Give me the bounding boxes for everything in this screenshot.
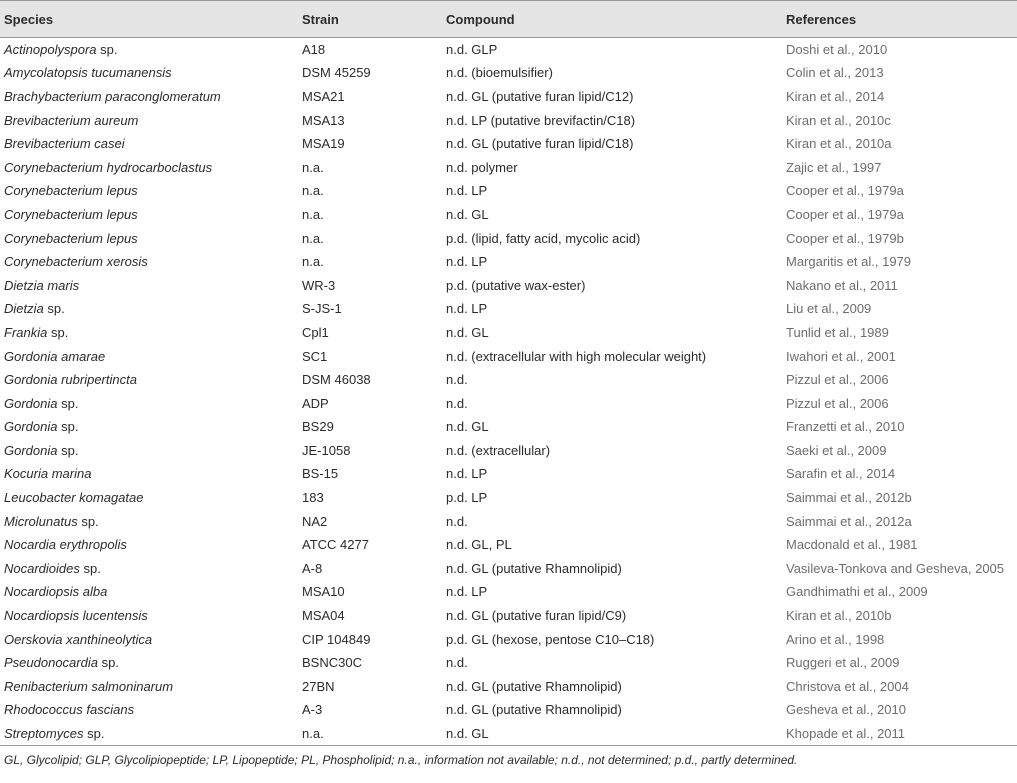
species-name: Pseudonocardia <box>4 655 98 671</box>
species-name: Brevibacterium casei <box>4 136 125 152</box>
table-row <box>0 722 1017 746</box>
table-body <box>0 38 1017 746</box>
strain-cell: JE-1058 <box>302 442 351 458</box>
header-compound: Compound <box>446 11 515 27</box>
species-suffix: sp. <box>96 42 118 58</box>
species-cell <box>0 155 298 179</box>
reference-cell: Khopade et al., 2011 <box>786 726 906 742</box>
table-row <box>0 132 1017 156</box>
compound-cell: n.d. GLP <box>446 42 498 58</box>
strain-cell: MSA10 <box>302 584 345 600</box>
strain-cell: A18 <box>302 42 326 58</box>
header-references: References <box>786 11 857 27</box>
species-name: Corynebacterium xerosis <box>4 254 148 270</box>
reference-cell: Iwahori et al., 2001 <box>786 348 896 364</box>
species-cell <box>0 250 298 274</box>
species-cell <box>0 604 298 628</box>
reference-cell: Colin et al., 2013 <box>786 65 884 81</box>
strain-cell: SC1 <box>302 348 328 364</box>
species-cell <box>0 533 298 557</box>
species-name: Nocardia erythropolis <box>4 537 127 553</box>
strain-cell: WR-3 <box>302 277 336 293</box>
species-cell <box>0 273 298 297</box>
strain-cell: MSA04 <box>302 608 345 624</box>
compound-cell: n.d. GL, PL <box>446 537 512 553</box>
strain-cell: ATCC 4277 <box>302 537 369 553</box>
species-name: Brachybacterium paraconglomeratum <box>4 88 221 104</box>
table-row <box>0 627 1017 651</box>
table-row <box>0 604 1017 628</box>
species-suffix: sp. <box>47 324 69 340</box>
table-row <box>0 462 1017 486</box>
species-suffix: sp. <box>57 395 79 411</box>
reference-cell: Margaritis et al., 1979 <box>786 254 912 270</box>
table-row <box>0 509 1017 533</box>
species-suffix: sp. <box>83 726 105 742</box>
species-name: Gordonia <box>4 395 58 411</box>
compound-cell: n.d. GL <box>446 324 489 340</box>
table-footnote: GL, Glycolipid; GLP, Glycolipiopeptide; LP, Lipopeptide; PL, Phospholipid; n.a., information not available; n.d., not determined; p.d., partly determined. <box>4 753 798 768</box>
species-cell <box>0 627 298 651</box>
species-name: Corynebacterium lepus <box>4 206 138 222</box>
reference-cell: Gesheva et al., 2010 <box>786 702 906 718</box>
strain-cell: Cpl1 <box>302 324 329 340</box>
reference-cell: Ruggeri et al., 2009 <box>786 655 900 671</box>
species-name: Gordonia <box>4 419 58 435</box>
reference-cell: Kiran et al., 2014 <box>786 88 885 104</box>
compound-cell: p.d. (lipid, fatty acid, mycolic acid) <box>446 230 641 246</box>
table-row <box>0 533 1017 557</box>
table-row <box>0 675 1017 699</box>
compound-cell: n.d. (extracellular) <box>446 442 551 458</box>
compound-cell: n.d. <box>446 372 468 388</box>
strain-cell: MSA13 <box>302 112 345 128</box>
species-name: Kocuria marina <box>4 466 92 482</box>
compound-cell: n.d. GL <box>446 726 489 742</box>
strain-cell: n.a. <box>302 183 324 199</box>
species-name: Corynebacterium lepus <box>4 183 138 199</box>
species-name: Microlunatus <box>4 513 78 529</box>
table-row <box>0 486 1017 510</box>
reference-cell: Nakano et al., 2011 <box>786 277 898 293</box>
species-name: Frankia <box>4 324 48 340</box>
species-cell <box>0 722 298 746</box>
species-cell <box>0 321 298 345</box>
strain-cell: BS-15 <box>302 466 339 482</box>
table-row <box>0 344 1017 368</box>
species-suffix: sp. <box>97 655 119 671</box>
compound-cell: n.d. GL (putative furan lipid/C12) <box>446 88 634 104</box>
strain-cell: BS29 <box>302 419 334 435</box>
reference-cell: Vasileva-Tonkova and Gesheva, 2005 <box>786 560 1005 576</box>
strain-cell: n.a. <box>302 254 324 270</box>
species-name: Nocardiopsis alba <box>4 584 108 600</box>
table-row <box>0 391 1017 415</box>
compound-cell: n.d. <box>446 513 468 529</box>
reference-cell: Christova et al., 2004 <box>786 678 909 694</box>
species-name: Oerskovia xanthineolytica <box>4 631 153 647</box>
species-cell <box>0 368 298 392</box>
compound-cell: n.d. LP <box>446 584 488 600</box>
species-suffix: sp. <box>57 442 79 458</box>
strain-cell: DSM 46038 <box>302 372 371 388</box>
species-cell <box>0 85 298 109</box>
strain-cell: NA2 <box>302 513 328 529</box>
species-name: Streptomyces <box>4 726 84 742</box>
table-row <box>0 155 1017 179</box>
species-name: Amycolatopsis tucumanensis <box>4 65 172 81</box>
reference-cell: Zajic et al., 1997 <box>786 159 882 175</box>
species-name: Corynebacterium lepus <box>4 230 138 246</box>
compound-cell: n.d. LP <box>446 301 488 317</box>
compound-cell: n.d. (extracellular with high molecular weight) <box>446 348 707 364</box>
strain-cell: n.a. <box>302 159 324 175</box>
strain-cell: MSA21 <box>302 88 345 104</box>
species-cell <box>0 203 298 227</box>
species-cell <box>0 108 298 132</box>
compound-cell: p.d. (putative wax-ester) <box>446 277 586 293</box>
strain-cell: ADP <box>302 395 329 411</box>
compound-cell: n.d. LP <box>446 183 488 199</box>
species-cell <box>0 462 298 486</box>
compound-cell: n.d. GL (putative Rhamnolipid) <box>446 702 622 718</box>
reference-cell: Pizzul et al., 2006 <box>786 395 889 411</box>
reference-cell: Sarafin et al., 2014 <box>786 466 896 482</box>
species-cell <box>0 415 298 439</box>
reference-cell: Cooper et al., 1979b <box>786 230 904 246</box>
compound-cell: n.d. GL <box>446 206 489 222</box>
reference-cell: Kiran et al., 2010c <box>786 112 891 128</box>
reference-cell: Cooper et al., 1979a <box>786 206 904 222</box>
table-row <box>0 226 1017 250</box>
reference-cell: Tunlid et al., 1989 <box>786 324 889 340</box>
header-strain: Strain <box>302 11 339 27</box>
reference-cell: Saeki et al., 2009 <box>786 442 887 458</box>
reference-cell: Macdonald et al., 1981 <box>786 537 918 553</box>
table-row <box>0 108 1017 132</box>
compound-cell: p.d. LP <box>446 490 488 506</box>
compound-cell: n.d. GL (putative Rhamnolipid) <box>446 678 622 694</box>
header-row <box>0 1 1017 38</box>
table-row <box>0 321 1017 345</box>
reference-cell: Saimmai et al., 2012a <box>786 513 912 529</box>
table-row <box>0 368 1017 392</box>
strain-cell: BSNC30C <box>302 655 362 671</box>
species-cell <box>0 297 298 321</box>
table-row <box>0 273 1017 297</box>
compound-cell: n.d. <box>446 395 468 411</box>
table-row <box>0 297 1017 321</box>
species-cell <box>0 61 298 85</box>
compound-cell: n.d. LP <box>446 254 488 270</box>
species-name: Gordonia <box>4 442 58 458</box>
table-row <box>0 415 1017 439</box>
strain-cell: S-JS-1 <box>302 301 342 317</box>
table-header <box>0 1 1017 38</box>
strain-cell: n.a. <box>302 230 324 246</box>
strain-cell: A-3 <box>302 702 323 718</box>
table-row <box>0 651 1017 675</box>
reference-cell: Saimmai et al., 2012b <box>786 490 912 506</box>
species-cell <box>0 580 298 604</box>
compound-cell: n.d. polymer <box>446 159 518 175</box>
table-row <box>0 61 1017 85</box>
species-suffix: sp. <box>43 301 65 317</box>
species-name: Nocardioides <box>4 560 80 576</box>
compound-cell: n.d. LP (putative brevifactin/C18) <box>446 112 636 128</box>
species-name: Dietzia <box>4 301 44 317</box>
table-row <box>0 85 1017 109</box>
reference-cell: Kiran et al., 2010b <box>786 608 892 624</box>
species-cell <box>0 557 298 581</box>
species-suffix: sp. <box>77 513 99 529</box>
reference-cell: Liu et al., 2009 <box>786 301 872 317</box>
species-name: Corynebacterium hydrocarboclastus <box>4 159 213 175</box>
species-cell <box>0 439 298 463</box>
species-cell <box>0 226 298 250</box>
strain-cell: 183 <box>302 490 324 506</box>
species-cell <box>0 651 298 675</box>
compound-cell: n.d. GL (putative furan lipid/C18) <box>446 136 634 152</box>
reference-cell: Pizzul et al., 2006 <box>786 372 889 388</box>
strain-cell: MSA19 <box>302 136 345 152</box>
species-name: Dietzia maris <box>4 277 80 293</box>
compound-cell: n.d. (bioemulsifier) <box>446 65 553 81</box>
table-row <box>0 179 1017 203</box>
species-cell <box>0 698 298 722</box>
table-row <box>0 698 1017 722</box>
species-suffix: sp. <box>57 419 79 435</box>
table-row <box>0 250 1017 274</box>
compound-cell: n.d. GL (putative Rhamnolipid) <box>446 560 622 576</box>
species-cell <box>0 391 298 415</box>
strain-cell: n.a. <box>302 726 324 742</box>
table-row <box>0 580 1017 604</box>
strain-cell: A-8 <box>302 560 323 576</box>
species-name: Gordonia amarae <box>4 348 106 364</box>
species-name: Nocardiopsis lucentensis <box>4 608 148 624</box>
species-cell <box>0 38 298 62</box>
table-row <box>0 203 1017 227</box>
species-name: Actinopolyspora <box>4 42 97 58</box>
species-name: Leucobacter komagatae <box>4 490 144 506</box>
compound-cell: n.d. GL (putative furan lipid/C9) <box>446 608 627 624</box>
species-name: Rhodococcus fascians <box>4 702 135 718</box>
strain-cell: DSM 45259 <box>302 65 371 81</box>
species-cell <box>0 132 298 156</box>
table-row <box>0 38 1017 62</box>
table-row <box>0 439 1017 463</box>
reference-cell: Doshi et al., 2010 <box>786 42 888 58</box>
reference-cell: Cooper et al., 1979a <box>786 183 904 199</box>
species-cell <box>0 675 298 699</box>
header-species: Species <box>4 11 54 27</box>
reference-cell: Gandhimathi et al., 2009 <box>786 584 928 600</box>
strain-cell: 27BN <box>302 678 335 694</box>
species-name: Brevibacterium aureum <box>4 112 139 128</box>
table-row <box>0 557 1017 581</box>
species-cell <box>0 179 298 203</box>
strain-cell: n.a. <box>302 206 324 222</box>
species-cell <box>0 344 298 368</box>
strain-cell: CIP 104849 <box>302 631 371 647</box>
compound-cell: n.d. <box>446 655 468 671</box>
compound-cell: p.d. GL (hexose, pentose C10–C18) <box>446 631 655 647</box>
species-name: Renibacterium salmoninarum <box>4 678 174 694</box>
species-cell <box>0 509 298 533</box>
compound-cell: n.d. LP <box>446 466 488 482</box>
reference-cell: Kiran et al., 2010a <box>786 136 892 152</box>
compound-cell: n.d. GL <box>446 419 489 435</box>
species-name: Gordonia rubripertincta <box>4 372 137 388</box>
species-cell <box>0 486 298 510</box>
reference-cell: Franzetti et al., 2010 <box>786 419 905 435</box>
species-suffix: sp. <box>79 560 101 576</box>
reference-cell: Arino et al., 1998 <box>786 631 885 647</box>
